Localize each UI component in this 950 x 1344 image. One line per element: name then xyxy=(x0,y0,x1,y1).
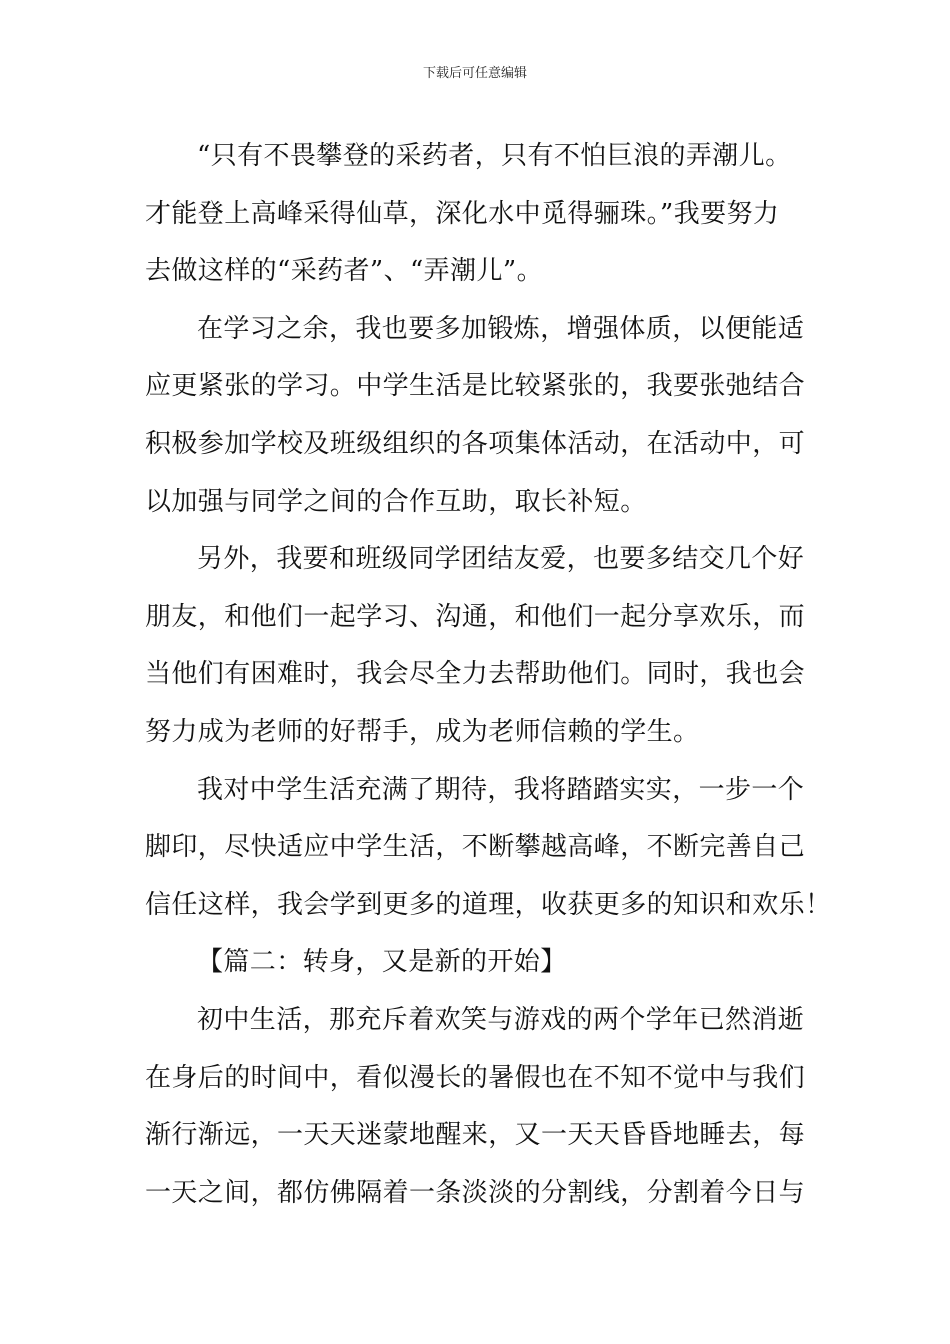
text-line: 朋友，和他们一起学习、沟通，和他们一起分享欢乐，而 xyxy=(145,601,806,632)
page-header: 下载后可任意编辑 xyxy=(422,66,527,81)
text-line: 当他们有困难时，我会尽全力去帮助他们。同时，我也会 xyxy=(145,659,806,690)
section-heading: 【篇二：转身，又是新的开始】 xyxy=(197,947,567,978)
text-line: 一天之间，都仿佛隔着一条淡淡的分割线，分割着今日与 xyxy=(145,1177,806,1208)
text-line: 努力成为老师的好帮手，成为老师信赖的学生。 xyxy=(145,716,700,747)
text-line: 才能登上高峰采得仙草，深化水中觅得骊珠。”我要努力 xyxy=(145,198,780,229)
text-line: 去做这样的“采药者”、“弄潮儿”。 xyxy=(145,256,543,287)
text-line: 在身后的时间中，看似漫长的暑假也在不知不觉中与我们 xyxy=(145,1062,806,1093)
text-line: 渐行渐远，一天天迷蒙地醒来，又一天天昏昏地睡去，每 xyxy=(145,1120,806,1151)
text-line: 应更紧张的学习。中学生活是比较紧张的，我要张弛结合 xyxy=(145,371,806,402)
text-line: 我对中学生活充满了期待，我将踏踏实实，一步一个 xyxy=(197,774,805,805)
text-line: 信任这样，我会学到更多的道理，收获更多的知识和欢乐！ xyxy=(145,889,832,920)
text-line: 另外，我要和班级同学团结友爱，也要多结交几个好 xyxy=(197,544,805,575)
text-line: “只有不畏攀登的采药者，只有不怕巨浪的弄潮儿。 xyxy=(197,141,792,171)
text-line: 在学习之余，我也要多加锻炼，增强体质，以便能适 xyxy=(197,313,805,344)
text-line: 积极参加学校及班级组织的各项集体活动，在活动中，可 xyxy=(145,428,806,459)
text-line: 脚印，尽快适应中学生活，不断攀越高峰，不断完善自己 xyxy=(145,832,806,863)
text-line: 以加强与同学之间的合作互助，取长补短。 xyxy=(145,486,647,517)
text-line: 初中生活，那充斥着欢笑与游戏的两个学年已然消逝 xyxy=(197,1004,805,1035)
document-body xyxy=(145,128,832,1222)
